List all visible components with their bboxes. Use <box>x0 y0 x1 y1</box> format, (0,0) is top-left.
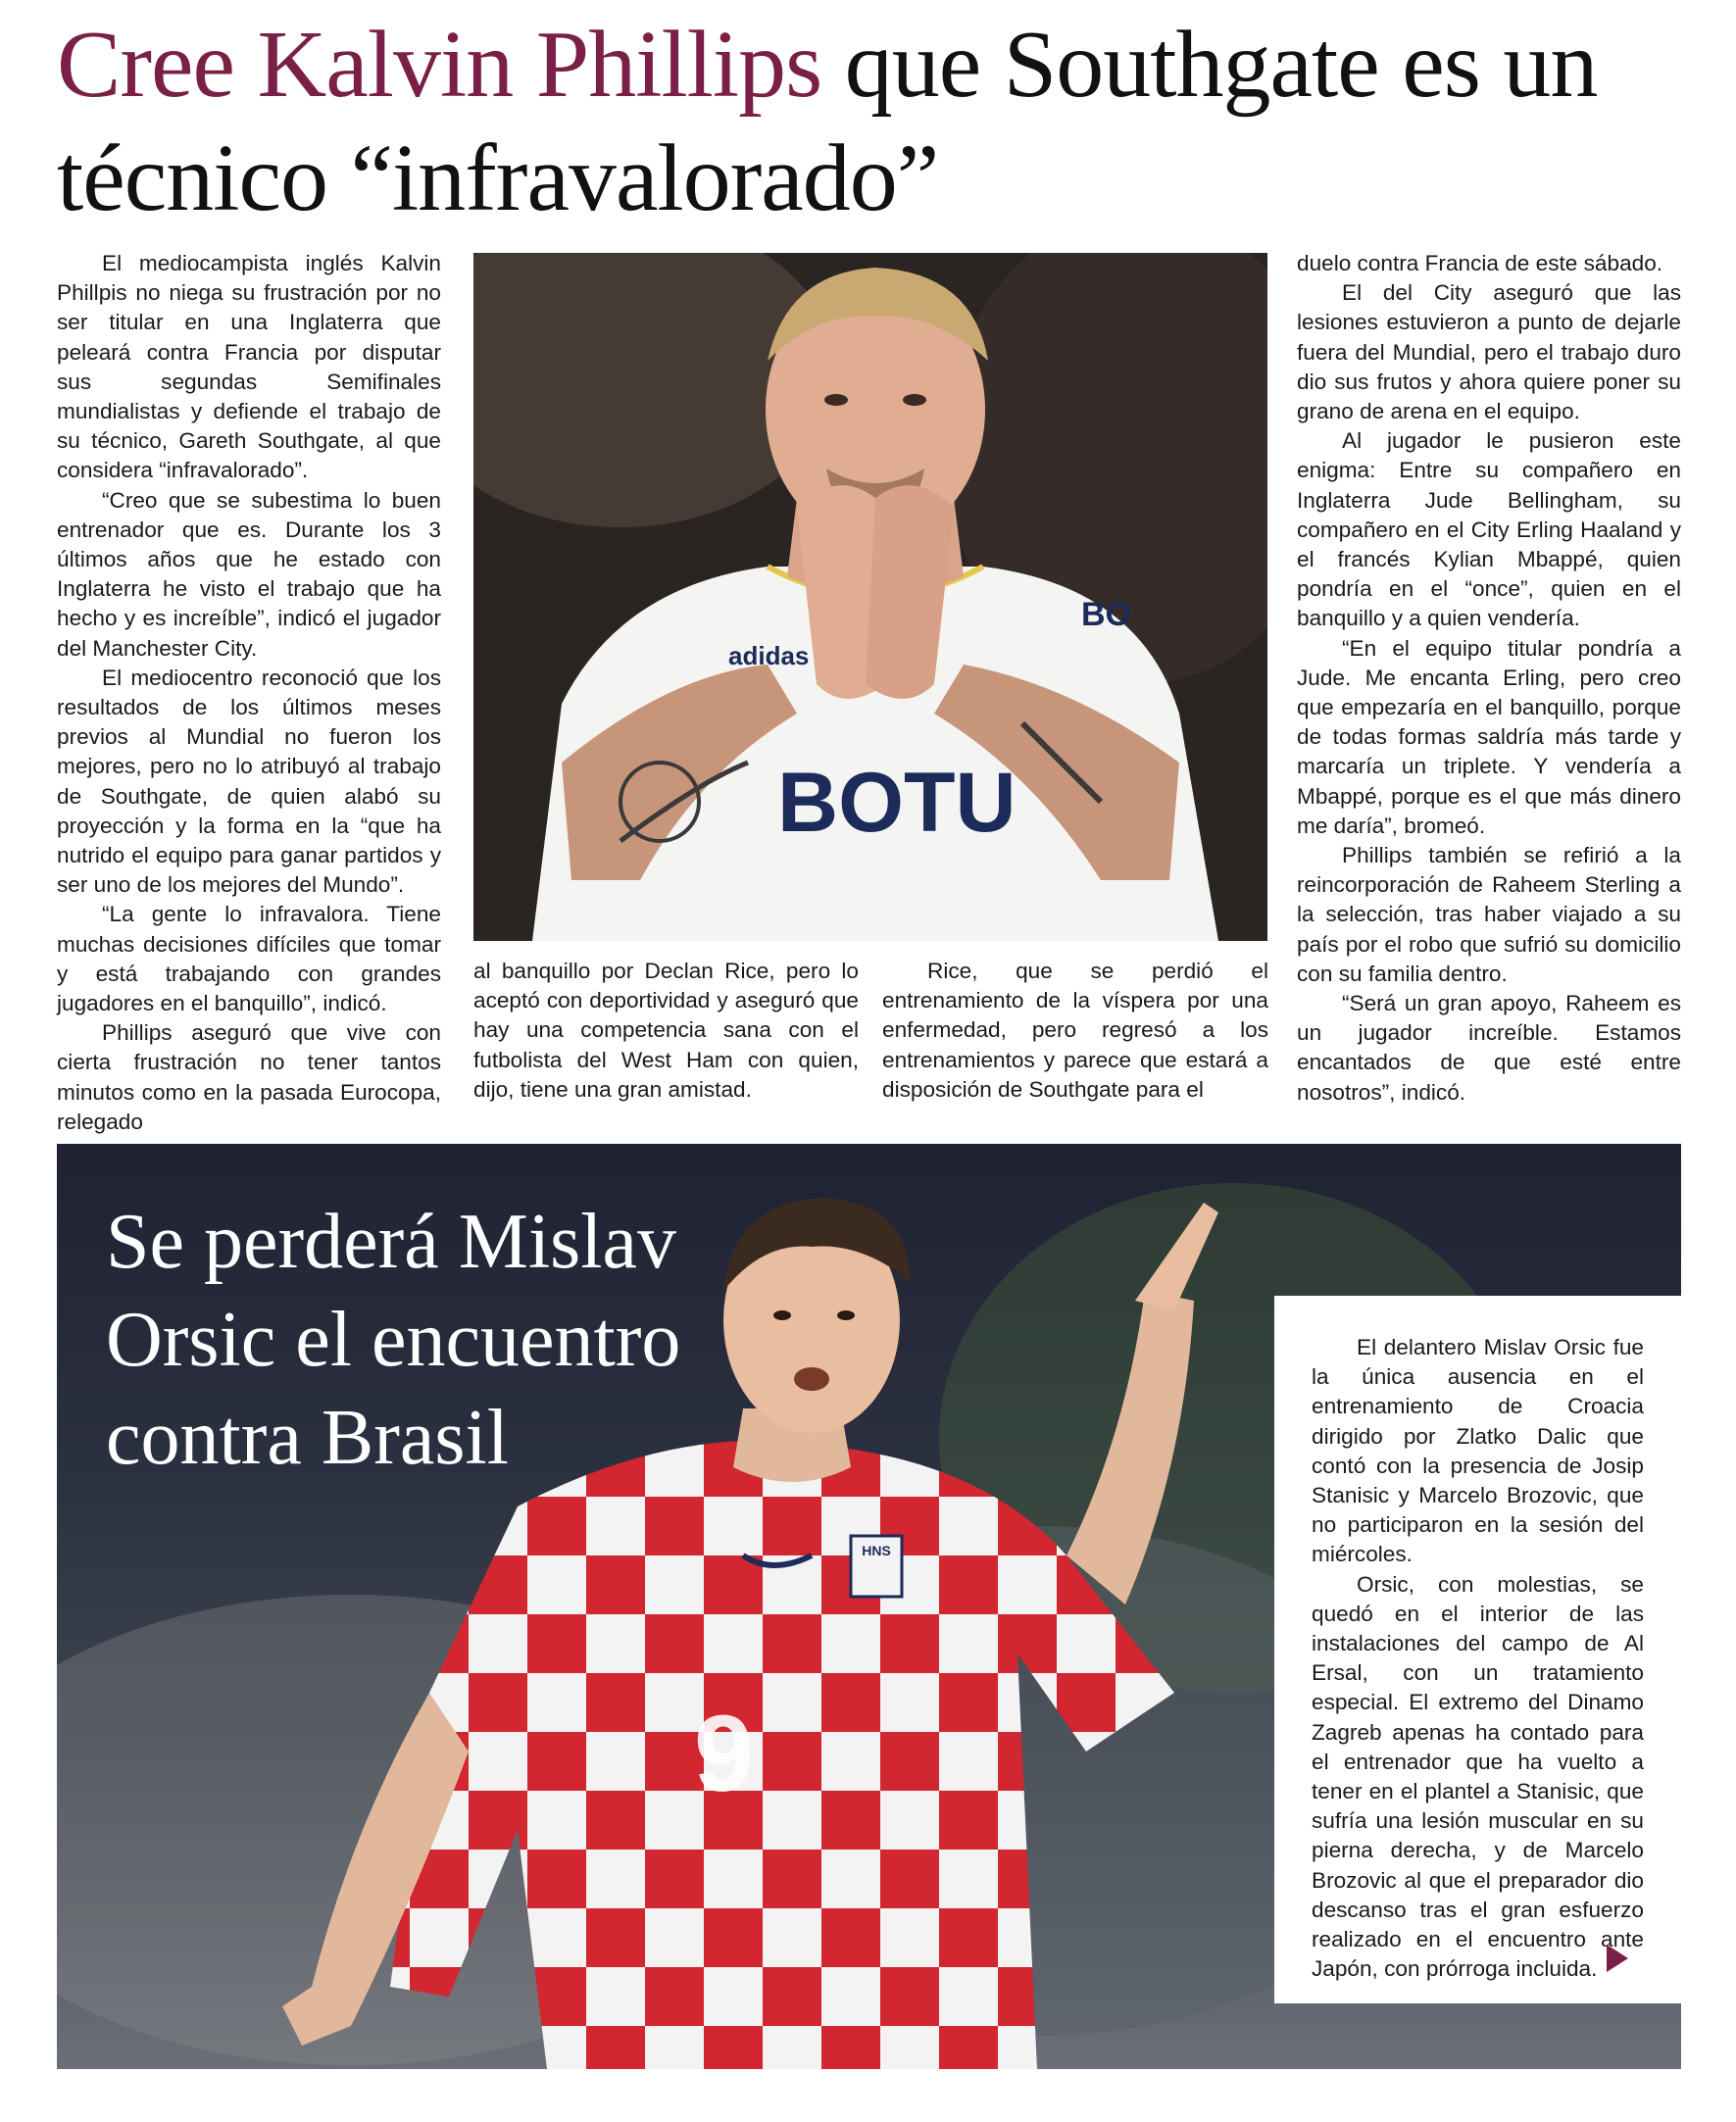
feature-orsic <box>57 1144 1681 2069</box>
feature-headline-line-1: Se perderá Mislav <box>106 1199 677 1285</box>
article-column-3 <box>882 957 1268 1105</box>
headline-accent: Cree Kalvin Phillips <box>57 12 822 118</box>
paragraph: “En el equipo titular pondría a Jude. Me encanta Erling, pero creo que empezaría en el banquillo, porque de todas formas saldría más tarde y marcaría un triplete. Y vendería a Mbappé, porque es el que más dinero me daría”, bromeó. <box>1297 635 1681 838</box>
feature-headline-line-3: contra Brasil <box>106 1395 509 1481</box>
kalvin-phillips-photo <box>473 253 1267 941</box>
headline <box>57 8 1684 235</box>
crest-text: HNS <box>862 1543 891 1558</box>
shirt-number: 9 <box>694 1694 755 1814</box>
paragraph: Rice, que se perdió el entrenamiento de la víspera por una enfermedad, pero regresó a los entrenamientos y parece que estará a disposición de Southgate para el <box>882 959 1268 1102</box>
paragraph: El mediocentro reconoció que los resultados de los últimos meses previos al Mundial no fueron los mejores, pero no lo atribuyó al trabajo de Southgate, de quien alabó su proyección y la forma en la “que ha nutrido el equipo para ganar partidos y ser uno de los mejores del Mundo”. <box>57 665 441 898</box>
paragraph: El del City aseguró que las lesiones estuvieron a punto de dejarle fuera del Mundial, pero el trabajo duro dio sus frutos y ahora quiere poner su grano de arena en el equipo. <box>1297 280 1681 424</box>
paragraph: duelo contra Francia de este sábado. <box>1297 251 1663 275</box>
paragraph: “La gente lo infravalora. Tiene muchas decisiones difíciles que tomar y está trabajando con grandes jugadores en el banquillo”, indicó. <box>57 902 441 1016</box>
feature-headline <box>106 1193 792 1487</box>
jersey-corner-text: BO <box>1081 596 1131 633</box>
jersey-sponsor-text: adidas <box>728 641 810 670</box>
paragraph: “Creo que se subestima lo buen entrenador que es. Durante los 3 últimos años que he estado con Inglaterra he visto el trabajo que ha hecho y es increíble”, indicó el jugador del Manchester City. <box>57 487 441 661</box>
paragraph: Phillips también se refirió a la reincorporación de Raheem Sterling a la selección, tras haber viajado a su país por el robo que sufrió su domicilio con su familia dentro. <box>1297 843 1681 986</box>
article-column-2 <box>473 957 859 1105</box>
feature-headline-line-2: Orsic el encuentro <box>106 1297 681 1383</box>
feature-body <box>1312 1333 1644 1984</box>
feature-sidebar <box>1274 1296 1681 2003</box>
paragraph: Orsic, con molestias, se quedó en el interior de las instalaciones del campo de Al Ersal, con un tratamiento especial. El extremo del Dinamo Zagreb apenas ha contado para el entrenador que ha vuelto a tener en el plantel a Stanisic, que sufría una lesión muscular en su pierna derecha, y de Marcelo Brozovic al que el preparador dio descanso tras el gran esfuerzo realizado en el encuentro ante Japón, con prórroga incluida. <box>1312 1571 1644 1982</box>
paragraph: “Será un gran apoyo, Raheem es un jugador increíble. Estamos encantados de que esté entre nosotros”, indicó. <box>1297 991 1681 1105</box>
paragraph: Phillips aseguró que vive con cierta frustración no tener tantos minutos como en la pasada Eurocopa, relegado <box>57 1020 441 1134</box>
next-arrow-icon <box>1607 1945 1628 1972</box>
paragraph: Al jugador le pusieron este enigma: Entre su compañero en Inglaterra Jude Bellingham, su compañero en el City Erling Haaland y el francés Kylian Mbappé, quien pondría en el “once”, quien en el banquillo y a quien vendería. <box>1297 428 1681 631</box>
article-column-4 <box>1297 249 1681 1108</box>
paragraph: al banquillo por Declan Rice, pero lo aceptó con deportividad y aseguró que hay una competencia sana con el futbolista del West Ham con quien, dijo, tiene una gran amistad. <box>473 959 859 1102</box>
paragraph: El mediocampista inglés Kalvin Phillpis no niega su frustración por no ser titular en una Inglaterra que peleará contra Francia por disputar sus segundas Semifinales mundialistas y defiende el trabajo de su técnico, Gareth Southgate, al que considera “infravalorado”. <box>57 251 441 483</box>
article-column-1 <box>57 249 441 1137</box>
paragraph: El delantero Mislav Orsic fue la única ausencia en el entrenamiento de Croacia dirigido por Zlatko Dalic que contó con la presencia de Josip Stanisic y Marcelo Brozovic, que no participaron en la sesión del miércoles. <box>1312 1335 1644 1567</box>
headline-rest: que Southgate es un técnico “infravalorado” <box>57 12 1598 231</box>
jersey-front-text: BOTU <box>777 756 1017 850</box>
